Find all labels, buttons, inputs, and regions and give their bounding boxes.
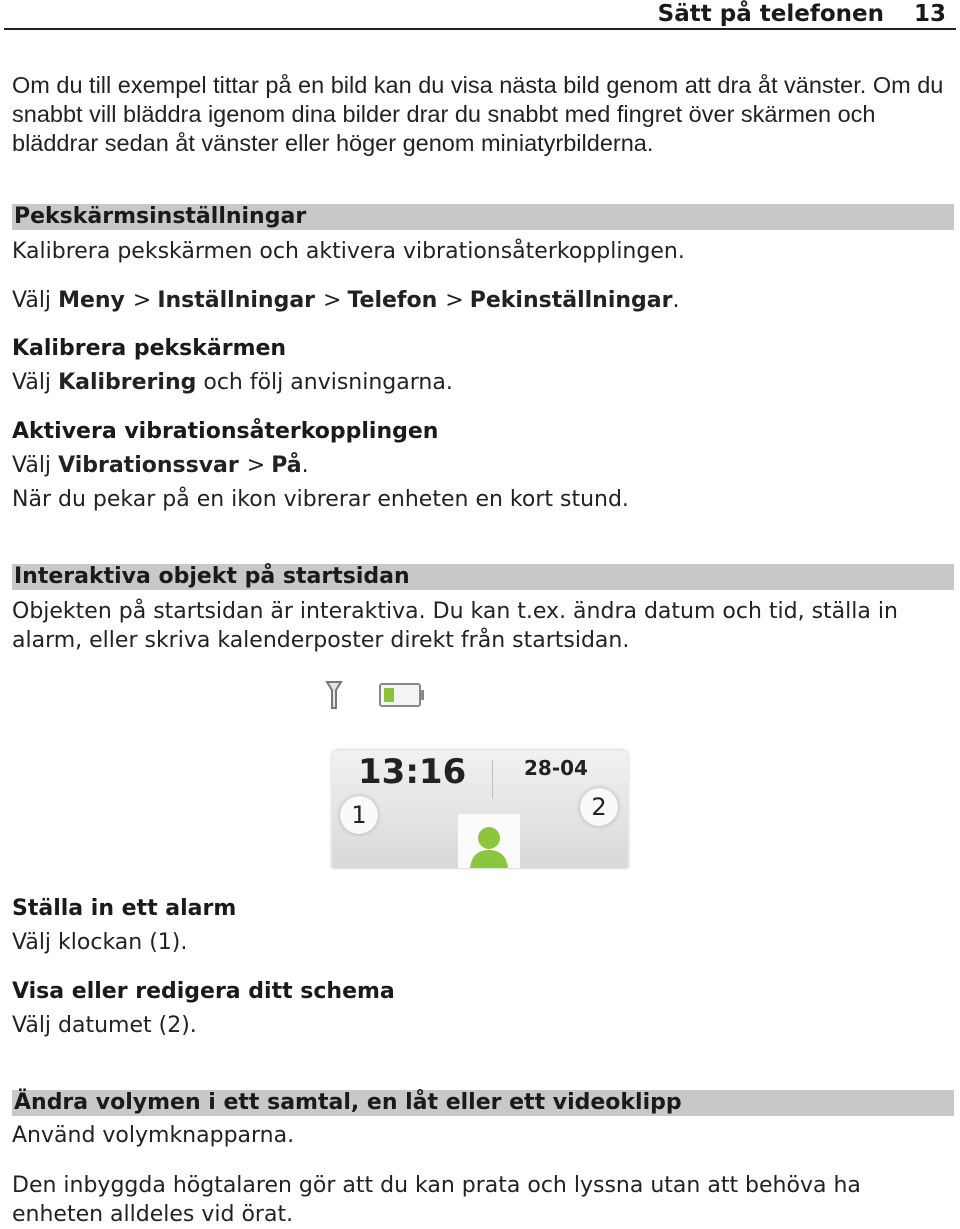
section-title-volume: Ändra volymen i ett samtal, en låt eller ett videoklipp	[14, 1090, 682, 1115]
vibration-note: När du pekar på en ikon vibrerar enheten en kort stund.	[12, 487, 629, 512]
widget-divider	[492, 760, 493, 798]
home-screen-description: Objekten på startsidan är interaktiva. Du kan t.ex. ändra datum och tid, ställa in alarm, eller skriva kalenderposter direkt från startsidan.	[12, 599, 898, 653]
speaker-note: Den inbyggda högtalaren gör att du kan prata och lyssna utan att behöva ha enheten alldeles vid örat.	[12, 1173, 861, 1227]
callout-1: 1	[340, 796, 378, 834]
calibrate-title: Kalibrera pekskärmen	[12, 336, 287, 361]
battery-icon	[380, 684, 424, 706]
alarm-title: Ställa in ett alarm	[12, 896, 237, 921]
calibrate-suffix: och följ anvisningarna.	[203, 370, 453, 395]
contact-avatar-icon	[458, 814, 520, 868]
schedule-title: Visa eller redigera ditt schema	[12, 979, 395, 1004]
contact-tile[interactable]	[458, 814, 520, 868]
path-separator: >	[323, 288, 342, 313]
path-step-menu: Meny	[58, 288, 125, 313]
page-number: 13	[913, 1, 946, 27]
vibration-prefix: Välj	[12, 453, 52, 478]
vibration-title: Aktivera vibrationsåterkopplingen	[12, 419, 439, 444]
vibration-end: .	[301, 453, 309, 478]
page-header	[658, 0, 946, 28]
path-separator: >	[445, 288, 464, 313]
calibrate-option: Kalibrering	[58, 370, 197, 395]
date-display[interactable]: 28-04	[524, 756, 588, 780]
settings-path	[12, 287, 679, 315]
callout-2: 2	[580, 788, 618, 826]
signal-icon	[327, 682, 341, 708]
path-step-phone: Telefon	[347, 288, 438, 313]
path-separator: >	[246, 453, 266, 478]
path-end: .	[672, 288, 680, 313]
home-screen-figure	[320, 678, 640, 868]
vibration-value: På	[271, 453, 302, 478]
volume-text: Använd volymknapparna.	[12, 1123, 295, 1148]
header-divider	[4, 28, 956, 30]
section-title-home-screen: Interaktiva objekt på startsidan	[14, 564, 410, 589]
path-step-settings: Inställningar	[157, 288, 316, 313]
section-title-touch-settings: Pekskärmsinställningar	[14, 204, 307, 229]
path-separator: >	[132, 288, 152, 313]
clock-date-widget[interactable]	[332, 750, 628, 868]
clock-display[interactable]: 13:16	[358, 752, 467, 792]
path-step-touch-settings: Pekinställningar	[469, 288, 673, 313]
intro-paragraph: Om du till exempel tittar på en bild kan du visa nästa bild genom att dra åt vänster. Om du snabbt vill bläddra igenom dina bilder drar du snabbt med fingret över skärmen och bläddrar sedan åt vänster eller höger genom miniatyrbilderna.	[12, 72, 944, 156]
calibrate-prefix: Välj	[12, 370, 52, 395]
schedule-text: Välj datumet (2).	[12, 1013, 197, 1038]
alarm-text: Välj klockan (1).	[12, 930, 188, 955]
touch-settings-description: Kalibrera pekskärmen och aktivera vibrationsåterkopplingen.	[12, 239, 685, 264]
vibration-option: Vibrationssvar	[58, 453, 239, 478]
status-bar	[320, 678, 640, 714]
header-title: Sätt på telefonen	[657, 1, 884, 27]
vibration-instruction	[12, 452, 309, 480]
calibrate-instruction	[12, 369, 453, 397]
path-prefix: Välj	[12, 288, 52, 313]
